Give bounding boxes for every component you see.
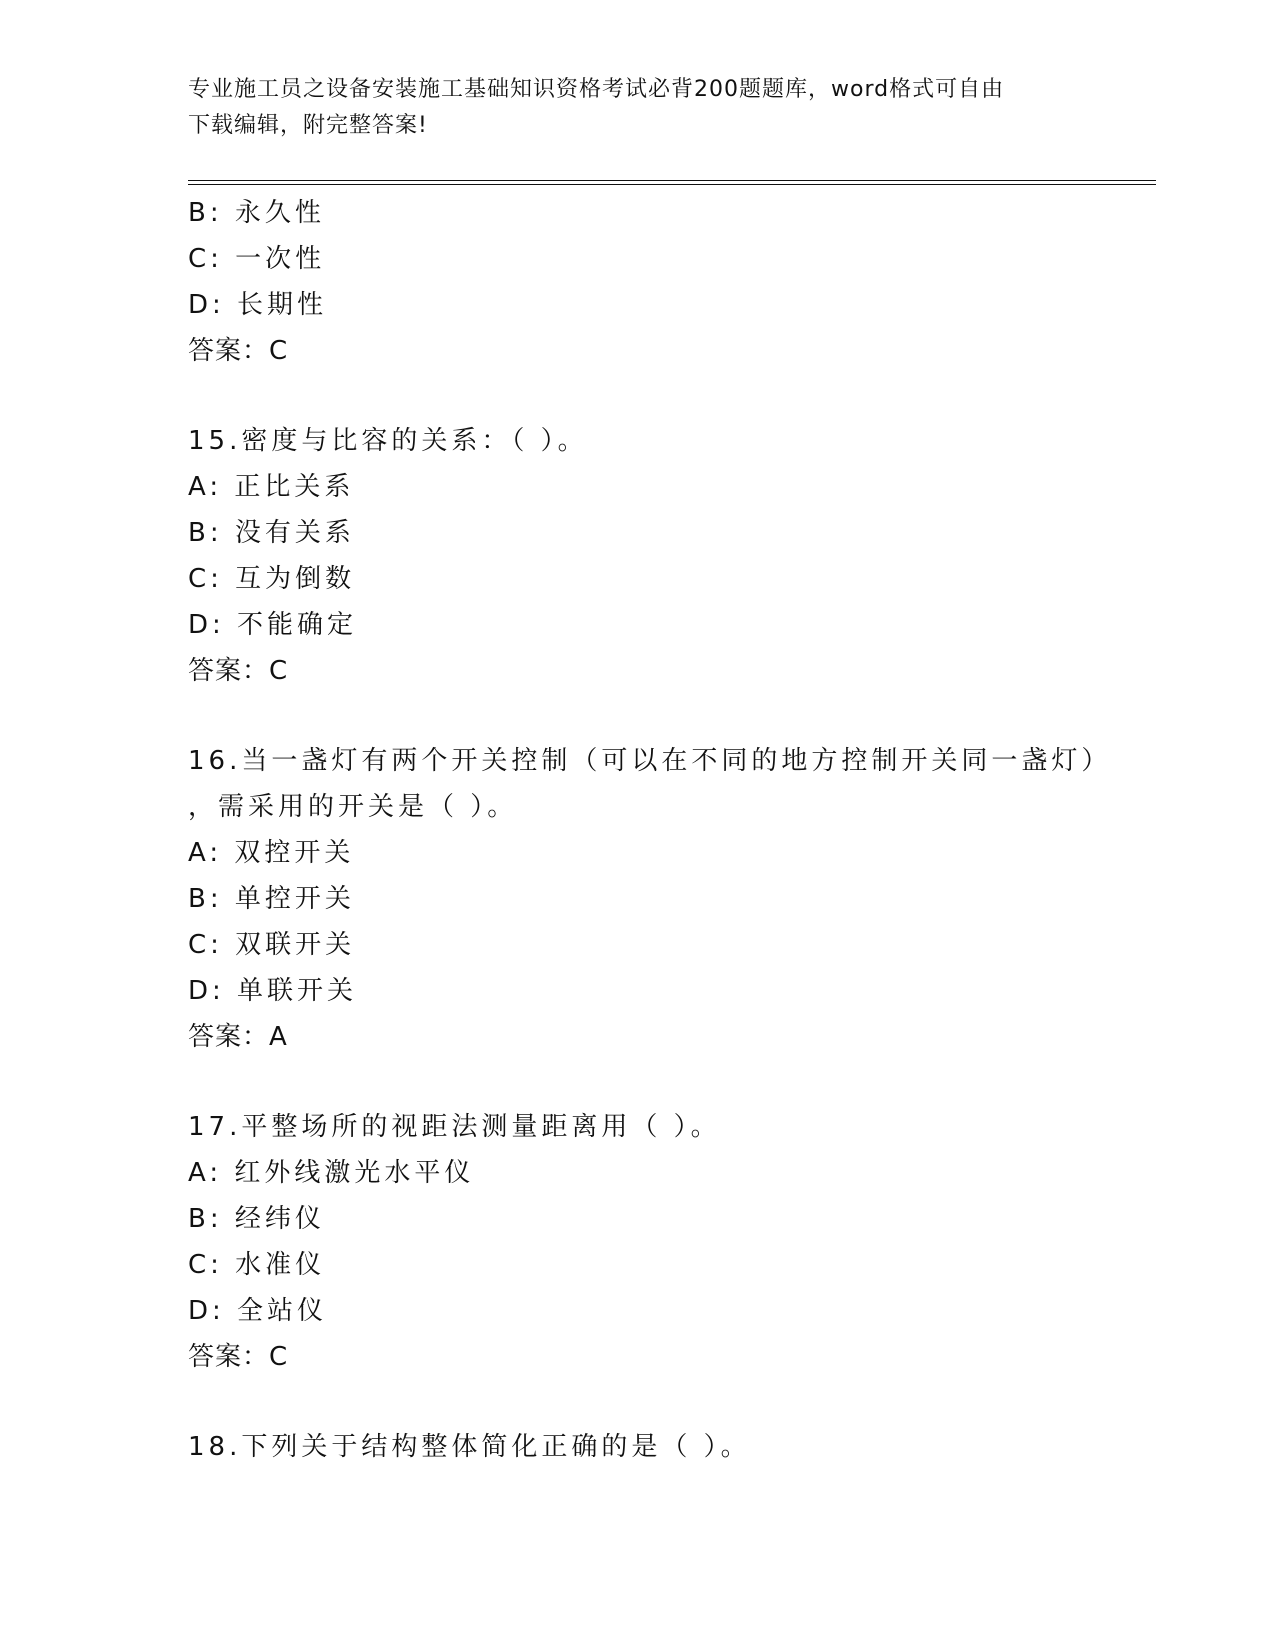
spacer (188, 1060, 1156, 1104)
option-a: A: 双控开关 (188, 838, 355, 868)
document-body (188, 190, 1156, 1470)
option-d: D: 不能确定 (188, 610, 358, 640)
header-title-line-2: 下载编辑，附完整答案! (188, 113, 428, 138)
question-title: 17.平整场所的视距法测量距离用（ ）。 (188, 1112, 721, 1142)
option-a: A: 红外线激光水平仪 (188, 1158, 475, 1188)
answer: 答案：C (188, 656, 289, 686)
option-c: C: 互为倒数 (188, 564, 356, 594)
answer: 答案：C (188, 1342, 289, 1372)
option-b: B: 没有关系 (188, 518, 355, 548)
header-divider (188, 180, 1156, 185)
option-d: D: 全站仪 (188, 1296, 328, 1326)
question-title: 16.当一盏灯有两个开关控制（可以在不同的地方控制开关同一盏灯） (188, 746, 1112, 776)
answer: 答案：A (188, 1022, 288, 1052)
option-d: D: 长期性 (188, 290, 328, 320)
question-title-continued: ，需采用的开关是（ ）。 (188, 792, 518, 822)
option-b: B: 单控开关 (188, 884, 355, 914)
spacer (188, 374, 1156, 418)
spacer (188, 694, 1156, 738)
answer: 答案：C (188, 336, 289, 366)
option-a: A: 正比关系 (188, 472, 355, 502)
option-b: B: 永久性 (188, 198, 325, 228)
document-header (188, 72, 1068, 144)
option-c: C: 水准仪 (188, 1250, 326, 1280)
option-c: C: 一次性 (188, 244, 326, 274)
spacer (188, 1380, 1156, 1424)
question-title: 15.密度与比容的关系：（ ）。 (188, 426, 588, 456)
question-title: 18.下列关于结构整体简化正确的是（ ）。 (188, 1432, 751, 1462)
header-title-line-1: 专业施工员之设备安装施工基础知识资格考试必背200题题库，word格式可自由 (188, 77, 1005, 102)
option-d: D: 单联开关 (188, 976, 358, 1006)
option-b: B: 经纬仪 (188, 1204, 325, 1234)
option-c: C: 双联开关 (188, 930, 356, 960)
